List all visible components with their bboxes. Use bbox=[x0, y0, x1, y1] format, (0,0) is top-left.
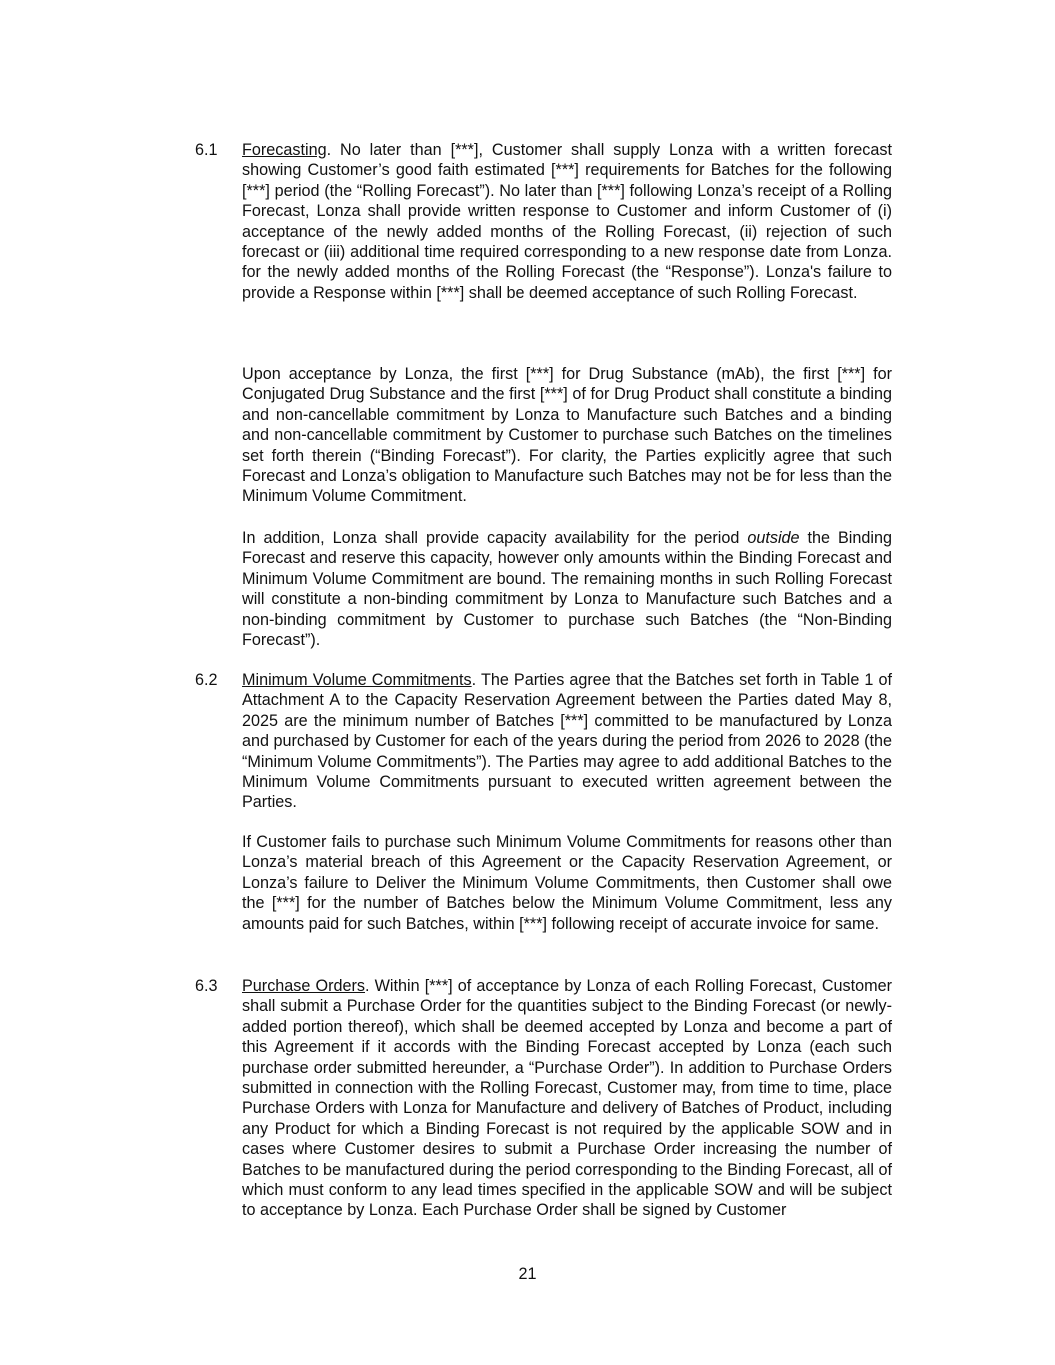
section-number: 6.3 bbox=[195, 977, 218, 995]
paragraph: If Customer fails to purchase such Minimum Volume Commitments for reasons other than Lonza’s material breach of this Agreement or the Capacity Reservation Agreement, or Lonza’s failure to Deliver the Minimum Volume Commitments, then Customer shall owe the [***] for the number of Batches below the Minimum Volume Commitment, less any amounts paid for such Batches, within [***] following receipt of accurate invoice for same. bbox=[242, 833, 892, 933]
paragraph: Upon acceptance by Lonza, the first [***] for Drug Substance (mAb), the first [***] for Conjugated Drug Substance and the first [***] of for Drug Product shall constitute a binding and non-cancellable commitment by Lonza to Manufacture such Batches and a binding and non-cancellable commitment by Customer to purchase such Batches on the timelines set forth therein (“Binding Forecast”). For clarity, the Parties explicitly agree that such Forecast and Lonza’s obligation to Manufacture such Batches may not be for less than the Minimum Volume Commitment. bbox=[242, 365, 892, 506]
section-number: 6.2 bbox=[195, 671, 218, 689]
paragraph bbox=[242, 670, 892, 813]
section-heading: Purchase Orders bbox=[242, 977, 365, 995]
section-number: 6.1 bbox=[195, 141, 218, 159]
paragraph bbox=[242, 140, 892, 303]
paragraph bbox=[242, 976, 892, 1221]
section-heading: Forecasting bbox=[242, 141, 327, 159]
emphasis-text: outside bbox=[747, 529, 800, 547]
paragraph-text: . Within [***] of acceptance by Lonza of each Rolling Forecast, Customer shall submit a Purchase Order for the quantities subject to the Binding Forecast (or newly-added portion thereof), which shall be deemed accepted by Lonza and become a part of this Agreement if it accords with the Binding Forecast accepted by Lonza (each such purchase order submitted hereunder, a “Purchase Order”). In addition to Purchase Orders submitted in connection with the Rolling Forecast, Customer may, from time to time, place Purchase Orders with Lonza for Manufacture and delivery of Batches of Product, including any Product for which a Binding Forecast is not required by the applicable SOW and in cases where Customer desires to submit a Purchase Order increasing the number of Batches to be manufactured during the period corresponding to the Binding Forecast, all of which must conform to any lead times specified in the applicable SOW and will be subject to acceptance by Lonza. Each Purchase Order shall be signed by Customer bbox=[242, 977, 893, 1220]
paragraph-text: the Binding Forecast and reserve this capacity, however only amounts within the Binding Forecast and Minimum Volume Commitment are bound. The remaining months in such Rolling Forecast will constitute a non-binding commitment by Lonza to Manufacture such Batches and a non-binding commitment by Customer to purchase such Batches (the “Non-Binding Forecast”). bbox=[242, 529, 892, 650]
paragraph-text: In addition, Lonza shall provide capacity availability for the period bbox=[242, 529, 748, 547]
section-heading: Minimum Volume Commitments bbox=[242, 671, 472, 689]
paragraph-text: . The Parties agree that the Batches set forth in Table 1 of Attachment A to the Capacity Reservation Agreement between the Parties dated May 8, 2025 are the minimum number of Batches [***] committed to be manufactured by Lonza and purchased by Customer for each of the years during the period from 2026 to 2028 (the “Minimum Volume Commitments”). The Parties may agree to add additional Batches to the Minimum Volume Commitments pursuant to executed written agreement between the Parties. bbox=[242, 671, 892, 812]
paragraph-text: . No later than [***], Customer shall supply Lonza with a written forecast showing Customer’s good faith estimated [***] requirements for Batches for the following [***] period (the “Rolling Forecast”). No later than [***] following Lonza’s receipt of a Rolling Forecast, Lonza shall provide written response to Customer and inform Customer of (i) acceptance of the newly added months of the Rolling Forecast, (ii) rejection of such forecast or (iii) additional time required corresponding to a new response date from Lonza. for the newly added months of the Rolling Forecast (the “Response”). Lonza's failure to provide a Response within [***] shall be deemed acceptance of such Rolling Forecast. bbox=[242, 141, 892, 302]
page-number: 21 bbox=[518, 1265, 537, 1283]
paragraph bbox=[242, 528, 892, 650]
